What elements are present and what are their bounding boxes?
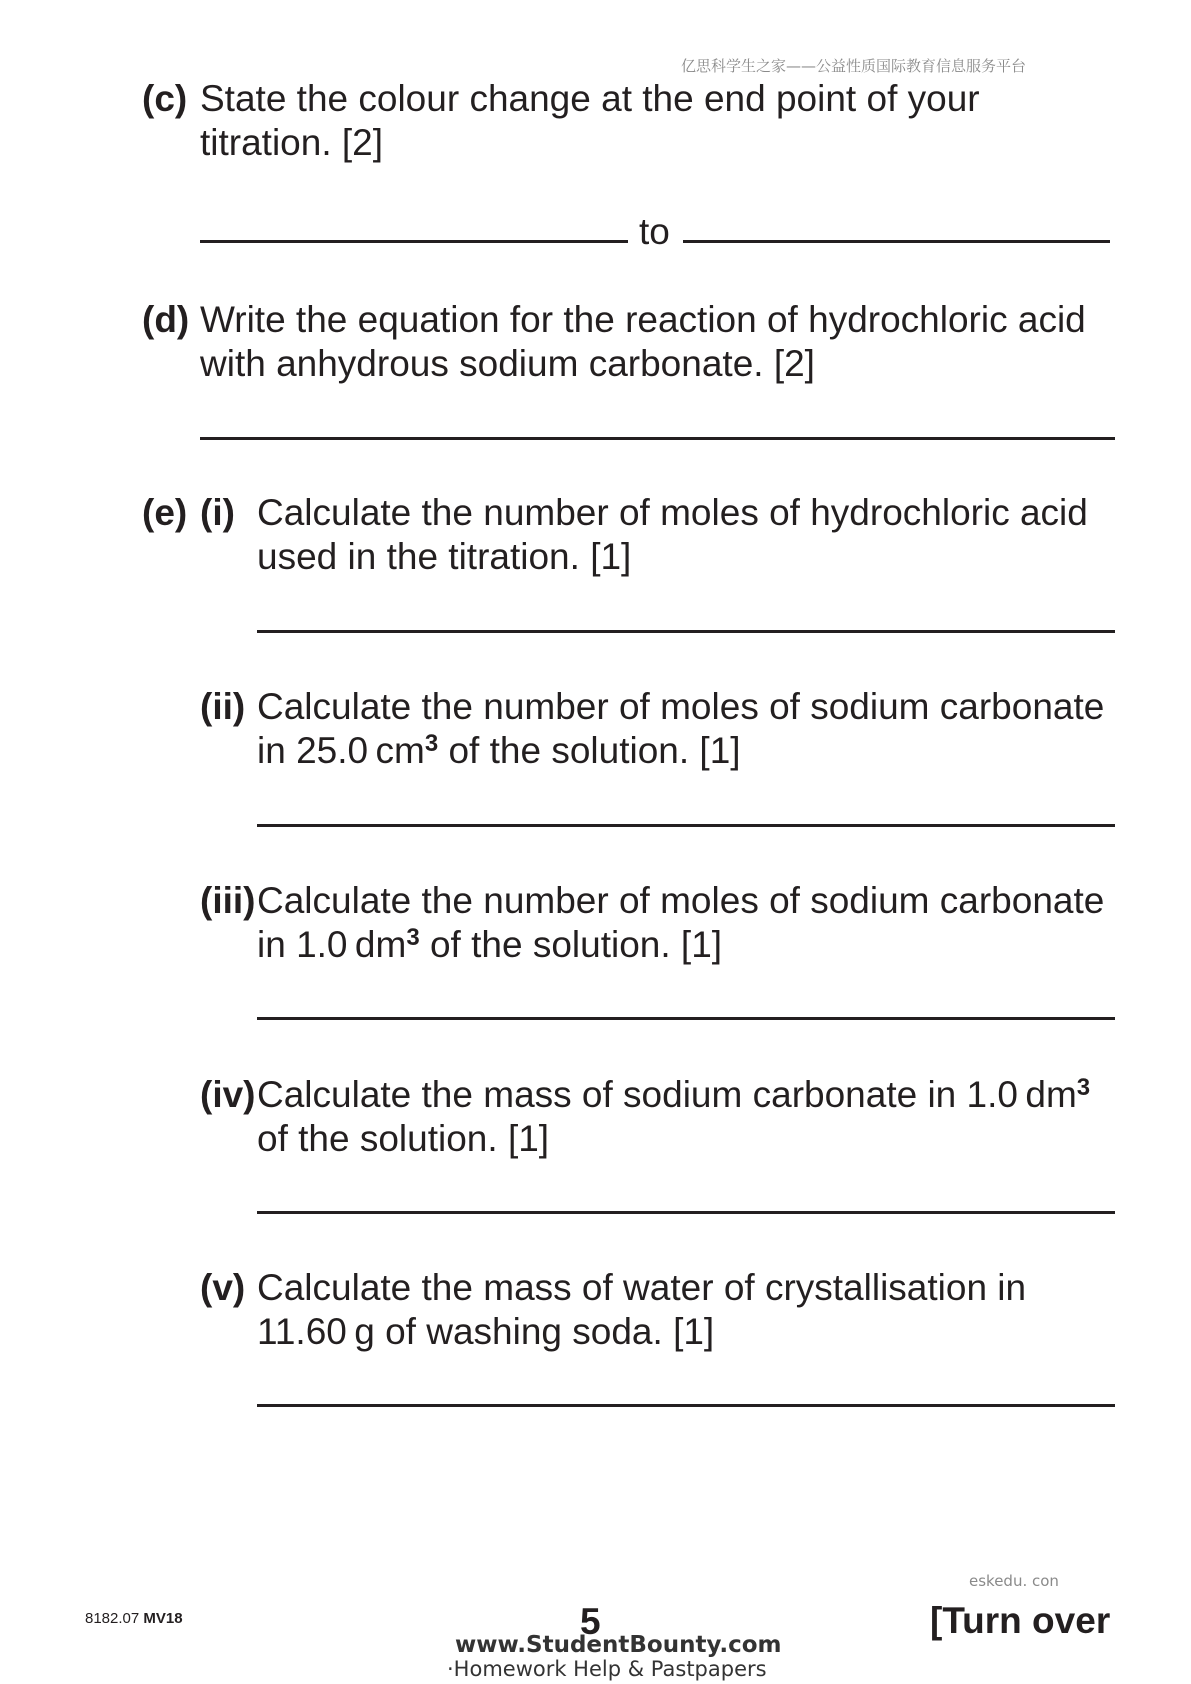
answer-line-c-from[interactable] <box>200 240 628 243</box>
studentbounty-tagline: ·Homework Help & Pastpapers <box>447 1657 767 1681</box>
question-e-iii-superscript: 3 <box>406 924 420 951</box>
question-e-i-label: (i) <box>200 492 235 533</box>
question-e-v-text-line2: 11.60 g of washing soda. [1] <box>257 1311 715 1352</box>
question-e-v-label: (v) <box>200 1267 246 1308</box>
answer-line-e-v[interactable] <box>257 1404 1115 1407</box>
answer-line-e-iii[interactable] <box>257 1017 1115 1020</box>
answer-line-e-iv[interactable] <box>257 1211 1115 1214</box>
paper-code <box>85 1610 183 1627</box>
question-d-text-line1: Write the equation for the reaction of hydrochloric acid <box>200 299 1086 340</box>
question-e-iv-text-line2: of the solution. [1] <box>257 1118 550 1159</box>
question-e-iii-label: (iii) <box>200 880 256 921</box>
page-number: 5 <box>580 1601 601 1642</box>
question-c-text-line2: titration. [2] <box>200 122 384 163</box>
question-e-iii-text-line2-pre: in 1.0 dm <box>257 924 407 965</box>
question-e-label: (e) <box>142 492 188 533</box>
question-c-label: (c) <box>142 78 188 119</box>
question-e-v-text-line1: Calculate the mass of water of crystallisation in <box>257 1267 1027 1308</box>
question-e-iv-superscript: 3 <box>1076 1074 1091 1101</box>
question-e-iii-text-line1: Calculate the number of moles of sodium carbonate <box>257 880 1105 921</box>
question-e-ii-superscript: 3 <box>424 730 439 757</box>
paper-code-number: 8182.07 <box>85 1610 140 1627</box>
question-e-iv-label: (iv) <box>200 1074 256 1115</box>
question-e-ii-label: (ii) <box>200 686 246 727</box>
answer-line-d[interactable] <box>200 437 1115 440</box>
question-d-text-line2: with anhydrous sodium carbonate. [2] <box>200 343 815 384</box>
question-e-ii-text-line2 <box>257 729 741 773</box>
question-e-iii-text-line2-post: of the solution. [1] <box>419 924 723 965</box>
answer-line-c-to[interactable] <box>683 240 1110 243</box>
answer-line-e-i[interactable] <box>257 630 1115 633</box>
answer-line-e-ii[interactable] <box>257 824 1115 827</box>
question-d-label: (d) <box>142 299 190 340</box>
footer-site-watermark: eskedu. con <box>969 1572 1059 1590</box>
question-e-iv-text-line1 <box>257 1073 1090 1117</box>
studentbounty-url[interactable]: www.StudentBounty.com <box>455 1632 782 1658</box>
turn-over-label: [Turn over <box>930 1600 1111 1641</box>
question-e-ii-text-line2-post: of the solution. [1] <box>438 730 741 771</box>
question-e-i-text-line2: used in the titration. [1] <box>257 536 632 577</box>
question-e-iv-text-line1-pre: Calculate the mass of sodium carbonate in 1.0 dm <box>257 1074 1077 1115</box>
paper-code-version: MV18 <box>143 1610 183 1627</box>
question-e-i-text-line1: Calculate the number of moles of hydrochloric acid <box>257 492 1088 533</box>
header-watermark: 亿思科学生之家——公益性质国际教育信息服务平台 <box>681 57 1027 75</box>
question-e-ii-text-line1: Calculate the number of moles of sodium carbonate <box>257 686 1105 727</box>
question-e-iii-text-line2 <box>257 923 722 967</box>
question-c-text-line1: State the colour change at the end point of your <box>200 78 980 119</box>
to-word: to <box>639 211 670 252</box>
question-e-ii-text-line2-pre: in 25.0 cm <box>257 730 425 771</box>
